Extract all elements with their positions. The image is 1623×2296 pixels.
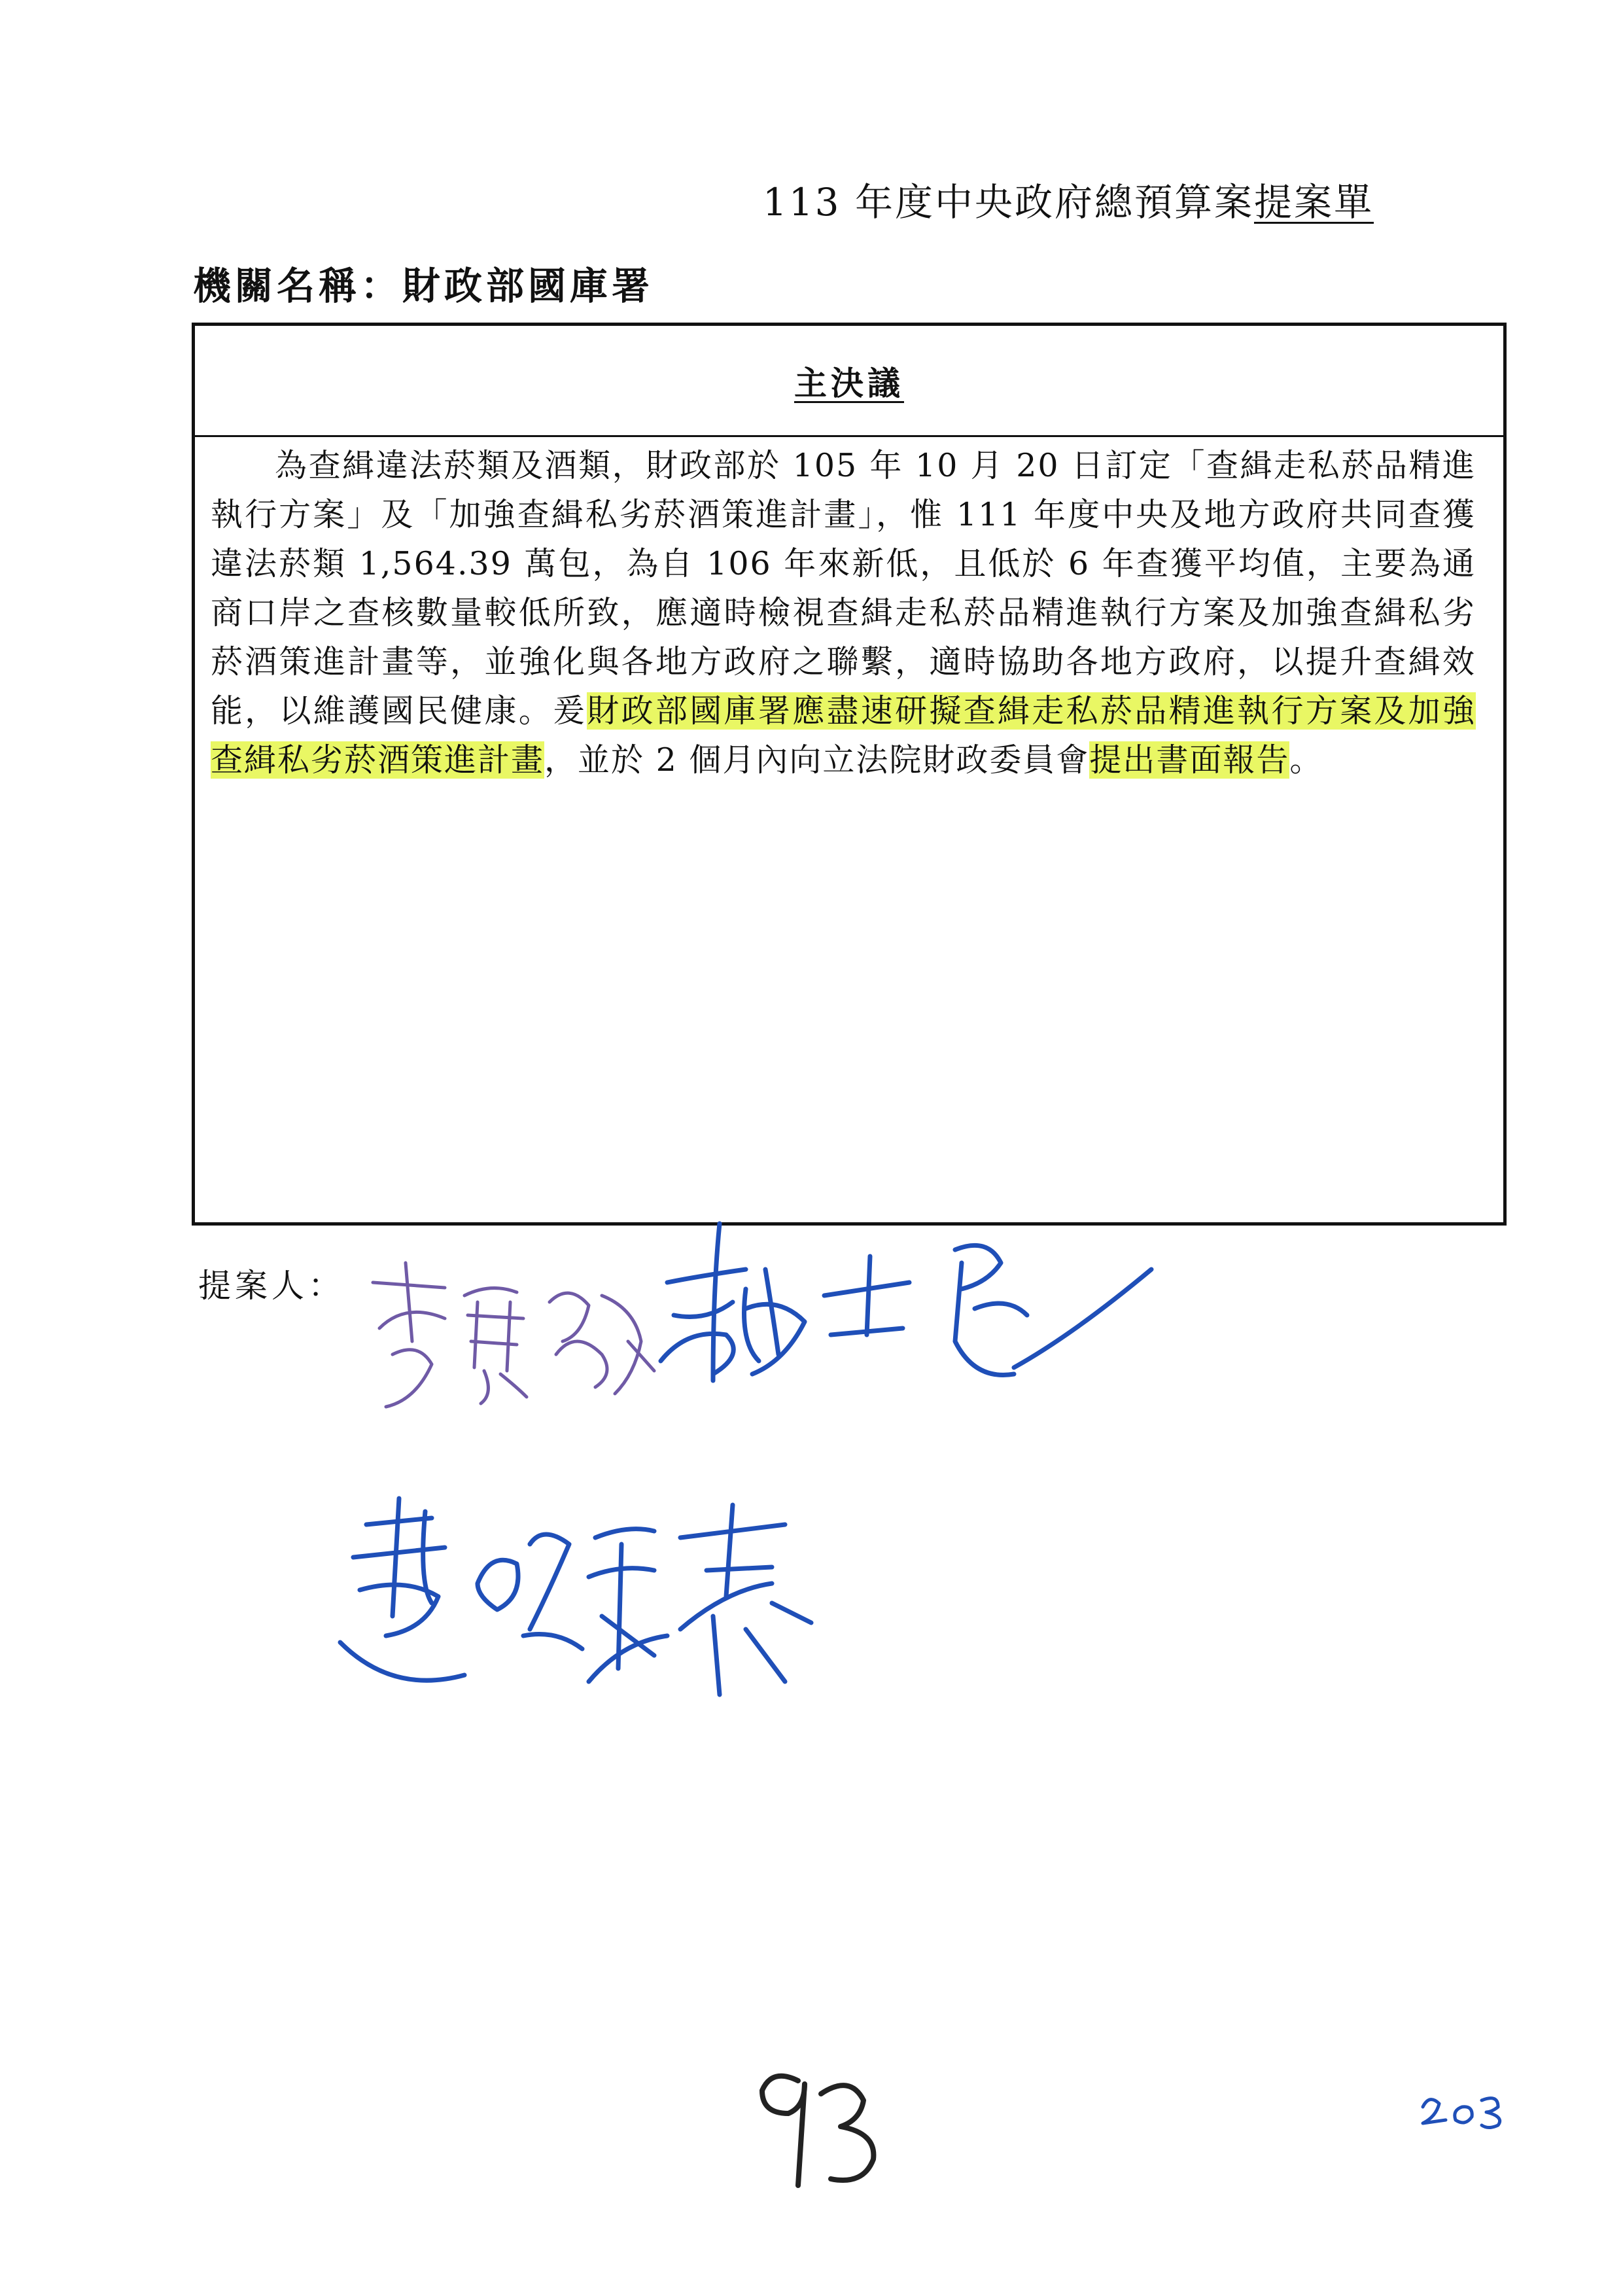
resolution-header <box>195 326 1503 437</box>
resolution-heading: 主決議 <box>794 364 904 402</box>
signature-fei-hung-tai <box>314 1485 870 1734</box>
title-underlined: 提案單 <box>1253 180 1374 224</box>
document-title <box>0 171 1374 226</box>
agency-name: 機關名稱：財政部國庫署 <box>193 264 654 308</box>
title-prefix: 113 年度中央政府總預算案 <box>762 180 1254 224</box>
proposer-label: 提案人： <box>198 1267 345 1305</box>
corner-page-number <box>1413 2081 1511 2133</box>
resolution-text <box>195 437 1503 785</box>
resolution-text-part2: ，並於 2 個月內向立法院財政委員會 <box>544 741 1090 779</box>
highlighted-text-2: 提出書面報告 <box>1089 741 1290 779</box>
resolution-box <box>192 323 1507 1226</box>
page-number <box>733 2055 890 2199</box>
resolution-text-part1: 為查緝違法菸類及酒類，財政部於 105 年 10 月 20 日訂定「查緝走私菸品精進執行方案」及「加強查緝私劣菸酒策進計畫」，惟 111 年度中央及地方政府共同查獲違法菸類 1,564.39 萬包，為自 106 年來新低，且低於 6 年查獲平均值，主要為通商口岸之查核數量較低所致，應適時檢視查緝走私菸品精進執行方案及加強查緝私劣菸酒策進計畫等，並強化與各地方政府之聯繫，適時協助各地方政府，以提升查緝效能，以維護國民健康。爰 <box>211 447 1476 730</box>
signature-lai-shyh-bao <box>648 1210 1158 1492</box>
highlighted-text-1: 財政部國庫署應盡速研擬查緝走私菸品精進執行方案及加強查緝私劣菸酒策進計畫 <box>211 692 1476 779</box>
resolution-text-part3: 。 <box>1289 741 1323 779</box>
signature-li-kuei-min <box>353 1256 661 1413</box>
